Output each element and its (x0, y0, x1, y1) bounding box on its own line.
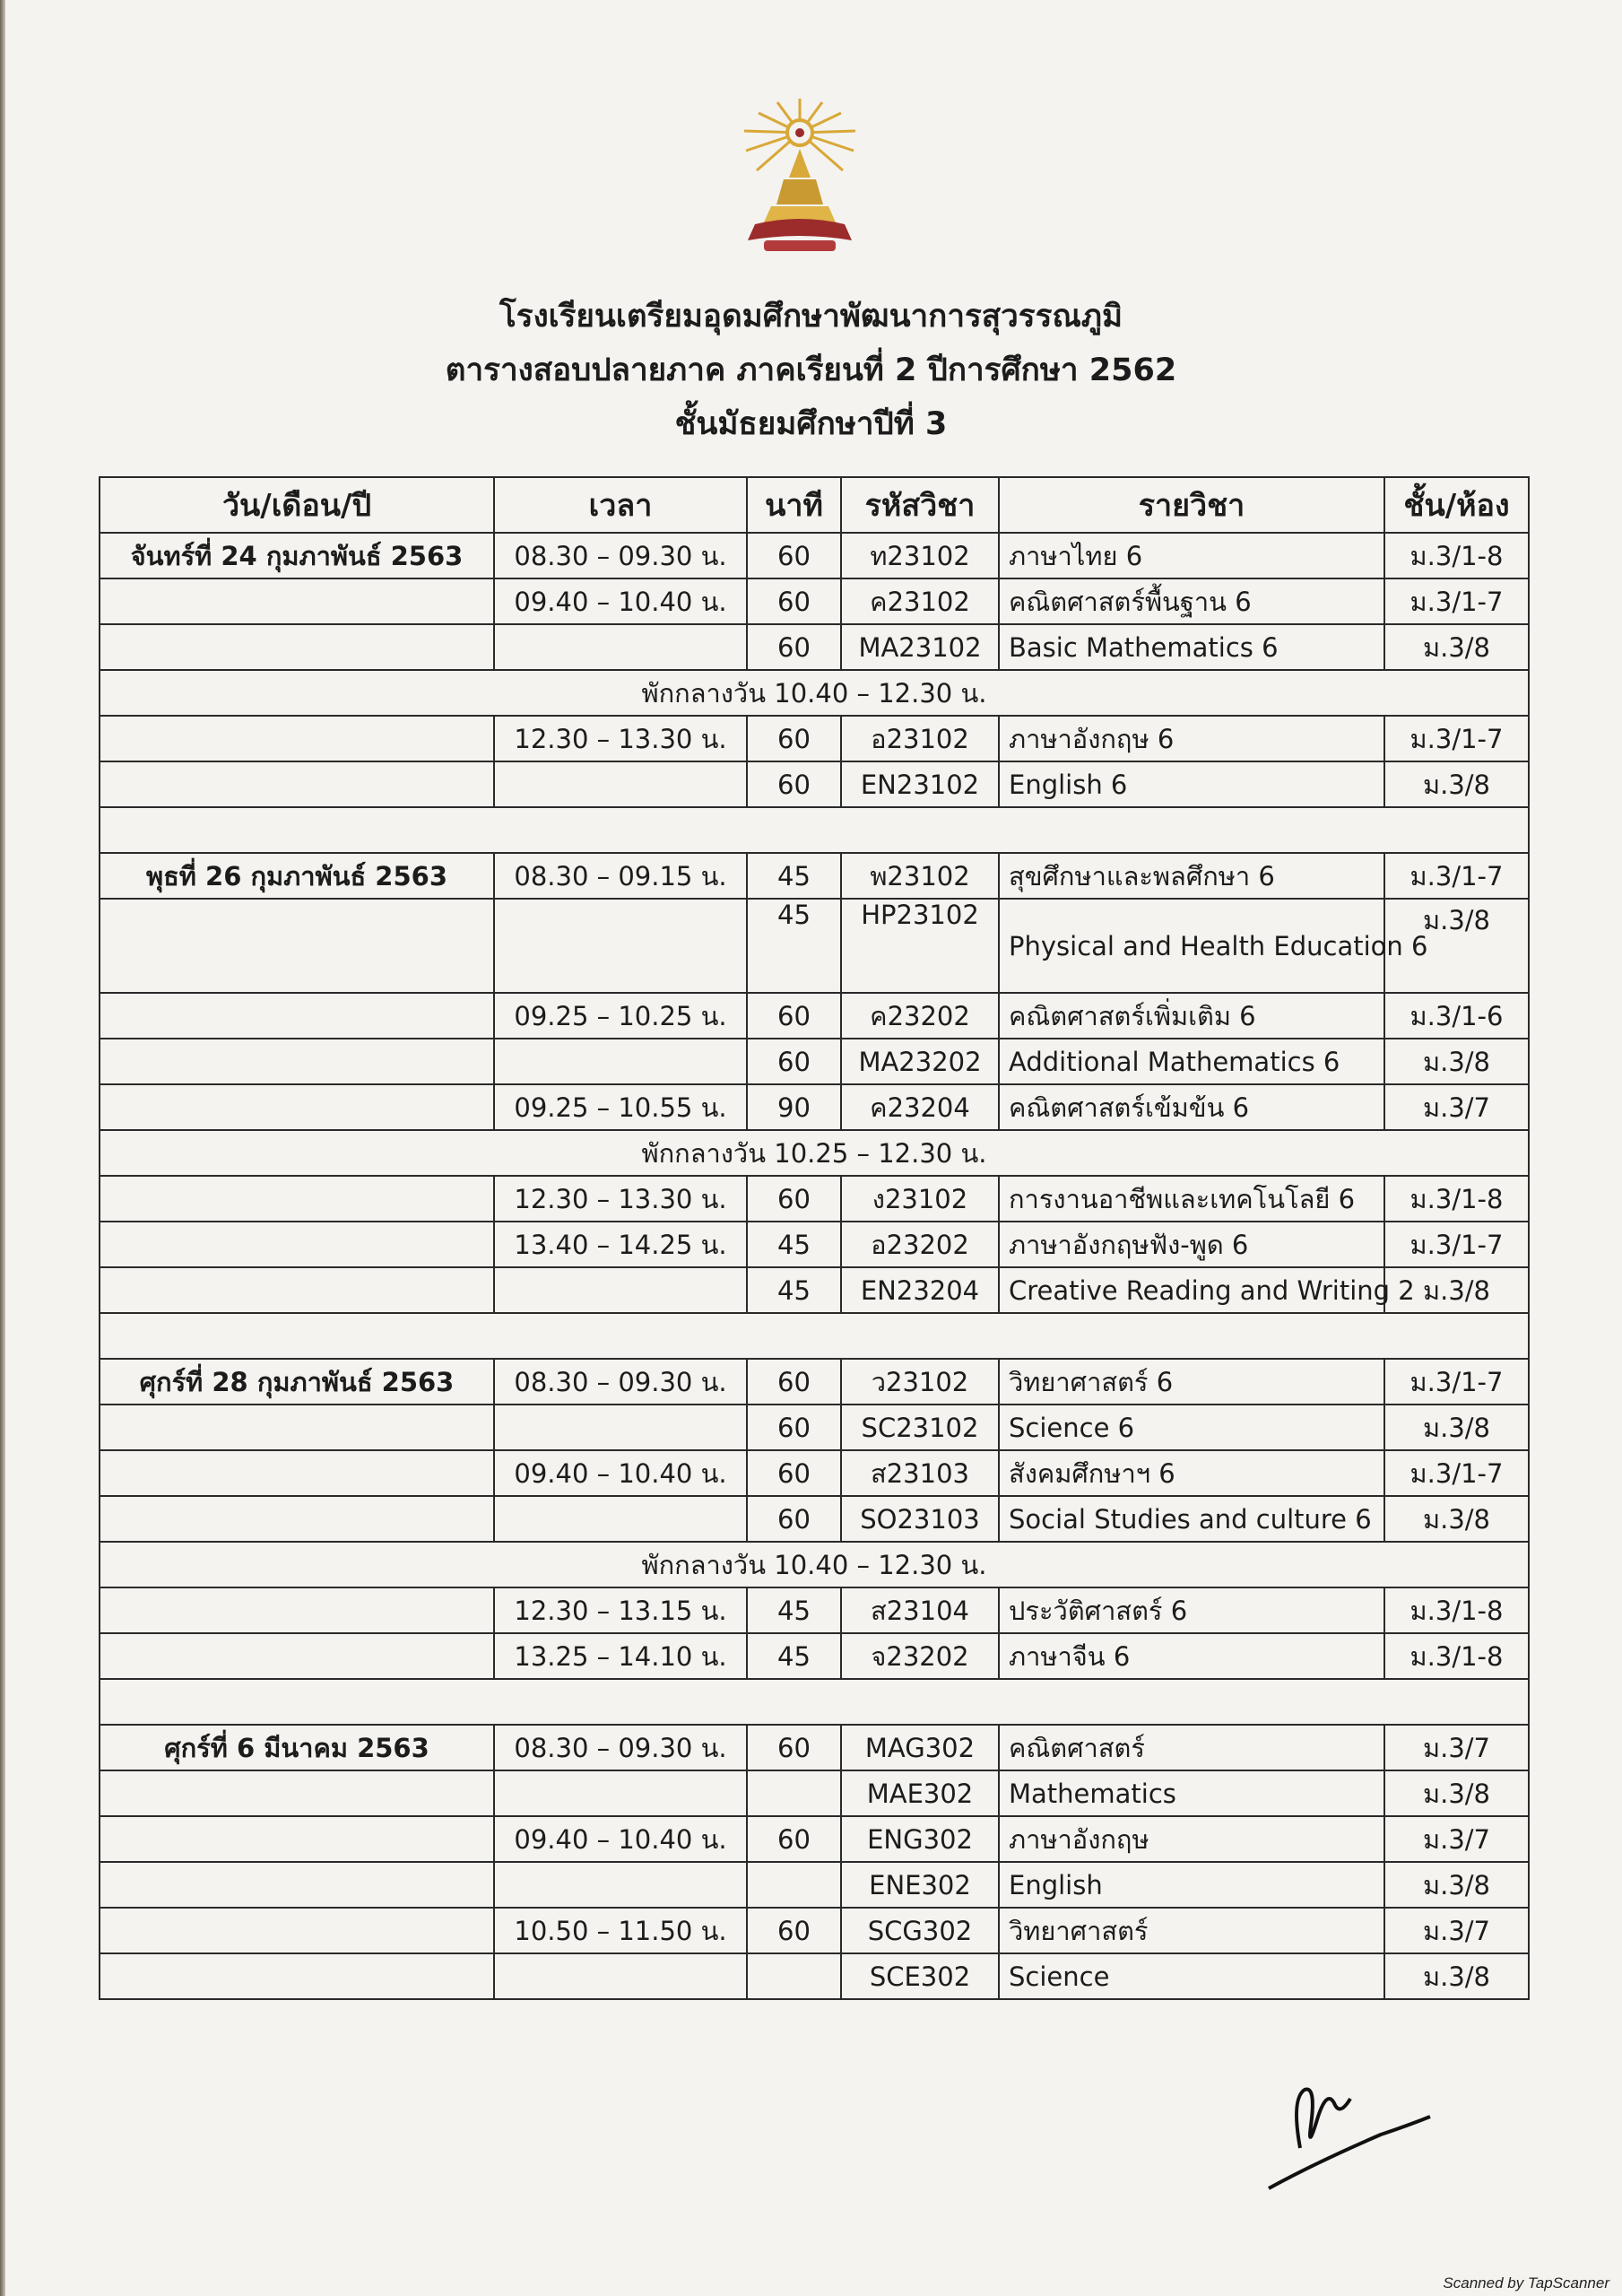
cell-room: ม.3/8 (1384, 1267, 1529, 1313)
cell-room: ม.3/7 (1384, 1084, 1529, 1130)
cell-subject: Mathematics (999, 1770, 1384, 1816)
table-row (100, 899, 1529, 993)
cell-date (100, 899, 494, 993)
cell-subject: วิทยาศาสตร์ (999, 1908, 1384, 1953)
cell-date: ศุกร์ที่ 28 กุมภาพันธ์ 2563 (100, 1359, 494, 1405)
cell-minutes: 60 (747, 578, 841, 624)
scanner-footer: Scanned by TapScanner (1443, 2274, 1609, 2292)
cell-subject: ภาษาจีน 6 (999, 1633, 1384, 1679)
table-row (100, 1405, 1529, 1450)
cell-date (100, 1496, 494, 1542)
cell-code: อ23102 (841, 716, 999, 761)
cell-code: ท23102 (841, 533, 999, 578)
table-row (100, 761, 1529, 807)
spacer-row (100, 1313, 1529, 1359)
cell-time (494, 1267, 747, 1313)
spacer-cell (100, 1679, 1529, 1725)
column-header-date: วัน/เดือน/ปี (100, 477, 494, 533)
cell-subject: English 6 (999, 761, 1384, 807)
cell-date: ศุกร์ที่ 6 มีนาคม 2563 (100, 1725, 494, 1770)
cell-minutes: 60 (747, 761, 841, 807)
cell-code: MAG302 (841, 1725, 999, 1770)
cell-room: ม.3/7 (1384, 1908, 1529, 1953)
cell-code: HP23102 (841, 899, 999, 993)
cell-minutes: 60 (747, 1496, 841, 1542)
cell-code: ง23102 (841, 1176, 999, 1222)
exam-schedule-title: ตารางสอบปลายภาค ภาคเรียนที่ 2 ปีการศึกษา 2562 (445, 352, 1177, 388)
school-name: โรงเรียนเตรียมอุดมศึกษาพัฒนาการสุวรรณภูมิ (499, 299, 1123, 335)
exam-schedule-table (99, 476, 1530, 2000)
signature-icon (1264, 2063, 1444, 2197)
lunch-break-label: พักกลางวัน 10.25 – 12.30 น. (100, 1130, 1529, 1176)
table-row (100, 1816, 1529, 1862)
lunch-break-row (100, 1542, 1529, 1587)
cell-subject: Basic Mathematics 6 (999, 624, 1384, 670)
cell-room: ม.3/8 (1384, 899, 1529, 993)
cell-minutes: 60 (747, 1405, 841, 1450)
cell-date (100, 1633, 494, 1679)
cell-code: ว23102 (841, 1359, 999, 1405)
cell-room: ม.3/7 (1384, 1816, 1529, 1862)
cell-code: พ23102 (841, 853, 999, 899)
table-row (100, 1862, 1529, 1908)
cell-code: ส23104 (841, 1587, 999, 1633)
cell-code: ค23204 (841, 1084, 999, 1130)
cell-room: ม.3/8 (1384, 1862, 1529, 1908)
table-row (100, 1450, 1529, 1496)
cell-code: ENE302 (841, 1862, 999, 1908)
cell-time: 08.30 – 09.30 น. (494, 1359, 747, 1405)
cell-minutes: 45 (747, 899, 841, 993)
cell-room: ม.3/8 (1384, 1405, 1529, 1450)
cell-minutes: 60 (747, 1039, 841, 1084)
cell-subject: คณิตศาสตร์เพิ่มเติม 6 (999, 993, 1384, 1039)
cell-date (100, 1450, 494, 1496)
cell-time: 09.40 – 10.40 น. (494, 578, 747, 624)
cell-minutes: 60 (747, 993, 841, 1039)
cell-minutes: 45 (747, 1587, 841, 1633)
spacer-cell (100, 807, 1529, 853)
cell-time: 08.30 – 09.15 น. (494, 853, 747, 899)
cell-time (494, 624, 747, 670)
lunch-break-row (100, 1130, 1529, 1176)
cell-date (100, 716, 494, 761)
cell-subject: สังคมศึกษาฯ 6 (999, 1450, 1384, 1496)
cell-date: จันทร์ที่ 24 กุมภาพันธ์ 2563 (100, 533, 494, 578)
cell-minutes: 60 (747, 624, 841, 670)
cell-subject: คณิตศาสตร์ (999, 1725, 1384, 1770)
cell-code: SC23102 (841, 1405, 999, 1450)
cell-time: 13.40 – 14.25 น. (494, 1222, 747, 1267)
cell-subject: ภาษาอังกฤษฟัง-พูด 6 (999, 1222, 1384, 1267)
cell-room: ม.3/1-8 (1384, 1176, 1529, 1222)
cell-subject: คณิตศาสตร์พื้นฐาน 6 (999, 578, 1384, 624)
grade-level: ชั้นมัธยมศึกษาปีที่ 3 (674, 406, 948, 442)
cell-time: 12.30 – 13.30 น. (494, 716, 747, 761)
column-header-code: รหัสวิชา (841, 477, 999, 533)
cell-room: ม.3/1-7 (1384, 1222, 1529, 1267)
cell-date (100, 1953, 494, 1999)
cell-date (100, 1039, 494, 1084)
cell-subject: Science (999, 1953, 1384, 1999)
cell-date (100, 1084, 494, 1130)
cell-time: 09.40 – 10.40 น. (494, 1816, 747, 1862)
cell-time: 08.30 – 09.30 น. (494, 533, 747, 578)
cell-room: ม.3/1-7 (1384, 853, 1529, 899)
cell-room: ม.3/1-7 (1384, 578, 1529, 624)
cell-room: ม.3/1-6 (1384, 993, 1529, 1039)
table-row (100, 1496, 1529, 1542)
cell-minutes: 60 (747, 1450, 841, 1496)
scan-edge (0, 0, 5, 2296)
cell-room: ม.3/1-8 (1384, 533, 1529, 578)
table-row (100, 624, 1529, 670)
cell-minutes: 45 (747, 853, 841, 899)
column-header-subject: รายวิชา (999, 477, 1384, 533)
cell-date (100, 1816, 494, 1862)
cell-time (494, 1862, 747, 1908)
table-row (100, 1084, 1529, 1130)
cell-minutes: 60 (747, 533, 841, 578)
cell-room: ม.3/8 (1384, 1039, 1529, 1084)
cell-time: 09.40 – 10.40 น. (494, 1450, 747, 1496)
spacer-row (100, 1679, 1529, 1725)
cell-date (100, 1862, 494, 1908)
spacer-row (100, 807, 1529, 853)
cell-code: ส23103 (841, 1450, 999, 1496)
column-header-minutes: นาที (747, 477, 841, 533)
cell-subject: ภาษาอังกฤษ 6 (999, 716, 1384, 761)
cell-subject: English (999, 1862, 1384, 1908)
table-row (100, 1725, 1529, 1770)
cell-subject: ภาษาอังกฤษ (999, 1816, 1384, 1862)
cell-subject: สุขศึกษาและพลศึกษา 6 (999, 853, 1384, 899)
cell-code: ค23202 (841, 993, 999, 1039)
cell-room: ม.3/1-8 (1384, 1633, 1529, 1679)
table-row (100, 1267, 1529, 1313)
cell-subject: คณิตศาสตร์เข้มข้น 6 (999, 1084, 1384, 1130)
cell-code: ENG302 (841, 1816, 999, 1862)
cell-room: ม.3/1-7 (1384, 1450, 1529, 1496)
cell-minutes: 90 (747, 1084, 841, 1130)
table-row (100, 533, 1529, 578)
phra-kiao-emblem-icon (737, 97, 863, 258)
cell-date (100, 1222, 494, 1267)
table-row (100, 1953, 1529, 1999)
cell-minutes: 60 (747, 1908, 841, 1953)
cell-minutes: 60 (747, 1359, 841, 1405)
table-row (100, 1770, 1529, 1816)
cell-time: 09.25 – 10.25 น. (494, 993, 747, 1039)
cell-date (100, 578, 494, 624)
cell-room: ม.3/8 (1384, 761, 1529, 807)
table-row (100, 1587, 1529, 1633)
table-row (100, 578, 1529, 624)
cell-time (494, 761, 747, 807)
cell-code: SO23103 (841, 1496, 999, 1542)
cell-time (494, 1039, 747, 1084)
cell-subject: ภาษาไทย 6 (999, 533, 1384, 578)
cell-subject: วิทยาศาสตร์ 6 (999, 1359, 1384, 1405)
cell-minutes (747, 1770, 841, 1816)
cell-time: 09.25 – 10.55 น. (494, 1084, 747, 1130)
cell-date (100, 1770, 494, 1816)
table-row (100, 1908, 1529, 1953)
cell-date (100, 993, 494, 1039)
cell-minutes: 45 (747, 1633, 841, 1679)
table-row (100, 1039, 1529, 1084)
cell-date (100, 1587, 494, 1633)
cell-subject: Creative Reading and Writing 2 (999, 1267, 1384, 1313)
cell-date (100, 761, 494, 807)
cell-code: MAE302 (841, 1770, 999, 1816)
cell-subject: การงานอาชีพและเทคโนโลยี 6 (999, 1176, 1384, 1222)
cell-code: SCG302 (841, 1908, 999, 1953)
cell-subject: Additional Mathematics 6 (999, 1039, 1384, 1084)
cell-date (100, 1908, 494, 1953)
lunch-break-label: พักกลางวัน 10.40 – 12.30 น. (100, 670, 1529, 716)
lunch-break-row (100, 670, 1529, 716)
cell-minutes: 45 (747, 1267, 841, 1313)
cell-code: EN23204 (841, 1267, 999, 1313)
cell-minutes: 60 (747, 716, 841, 761)
cell-date (100, 1405, 494, 1450)
cell-code: SCE302 (841, 1953, 999, 1999)
table-row (100, 716, 1529, 761)
cell-subject: Physical and Health Education 6 (999, 899, 1384, 993)
spacer-cell (100, 1313, 1529, 1359)
cell-time: 10.50 – 11.50 น. (494, 1908, 747, 1953)
column-header-time: เวลา (494, 477, 747, 533)
table-row (100, 1359, 1529, 1405)
cell-code: EN23102 (841, 761, 999, 807)
cell-room: ม.3/1-7 (1384, 1359, 1529, 1405)
cell-date (100, 1176, 494, 1222)
cell-time (494, 1405, 747, 1450)
cell-time: 13.25 – 14.10 น. (494, 1633, 747, 1679)
cell-code: MA23102 (841, 624, 999, 670)
cell-time (494, 1496, 747, 1542)
cell-room: ม.3/8 (1384, 1496, 1529, 1542)
cell-time (494, 1770, 747, 1816)
cell-time: 12.30 – 13.15 น. (494, 1587, 747, 1633)
table-row (100, 1222, 1529, 1267)
cell-code: อ23202 (841, 1222, 999, 1267)
cell-time: 12.30 – 13.30 น. (494, 1176, 747, 1222)
cell-time: 08.30 – 09.30 น. (494, 1725, 747, 1770)
cell-subject: ประวัติศาสตร์ 6 (999, 1587, 1384, 1633)
cell-subject: Science 6 (999, 1405, 1384, 1450)
cell-room: ม.3/8 (1384, 1770, 1529, 1816)
cell-date (100, 624, 494, 670)
cell-minutes: 45 (747, 1222, 841, 1267)
cell-room: ม.3/8 (1384, 624, 1529, 670)
cell-minutes: 60 (747, 1725, 841, 1770)
table-header-row (100, 477, 1529, 533)
cell-minutes (747, 1862, 841, 1908)
table-row (100, 853, 1529, 899)
cell-code: จ23202 (841, 1633, 999, 1679)
cell-date: พุธที่ 26 กุมภาพันธ์ 2563 (100, 853, 494, 899)
cell-room: ม.3/7 (1384, 1725, 1529, 1770)
table-row (100, 1633, 1529, 1679)
table-row (100, 1176, 1529, 1222)
cell-room: ม.3/8 (1384, 1953, 1529, 1999)
cell-code: MA23202 (841, 1039, 999, 1084)
cell-date (100, 1267, 494, 1313)
cell-subject: Social Studies and culture 6 (999, 1496, 1384, 1542)
cell-room: ม.3/1-8 (1384, 1587, 1529, 1633)
cell-time (494, 899, 747, 993)
cell-time (494, 1953, 747, 1999)
cell-code: ค23102 (841, 578, 999, 624)
lunch-break-label: พักกลางวัน 10.40 – 12.30 น. (100, 1542, 1529, 1587)
cell-minutes (747, 1953, 841, 1999)
cell-minutes: 60 (747, 1176, 841, 1222)
column-header-room: ชั้น/ห้อง (1384, 477, 1529, 533)
table-row (100, 993, 1529, 1039)
cell-minutes: 60 (747, 1816, 841, 1862)
cell-room: ม.3/1-7 (1384, 716, 1529, 761)
